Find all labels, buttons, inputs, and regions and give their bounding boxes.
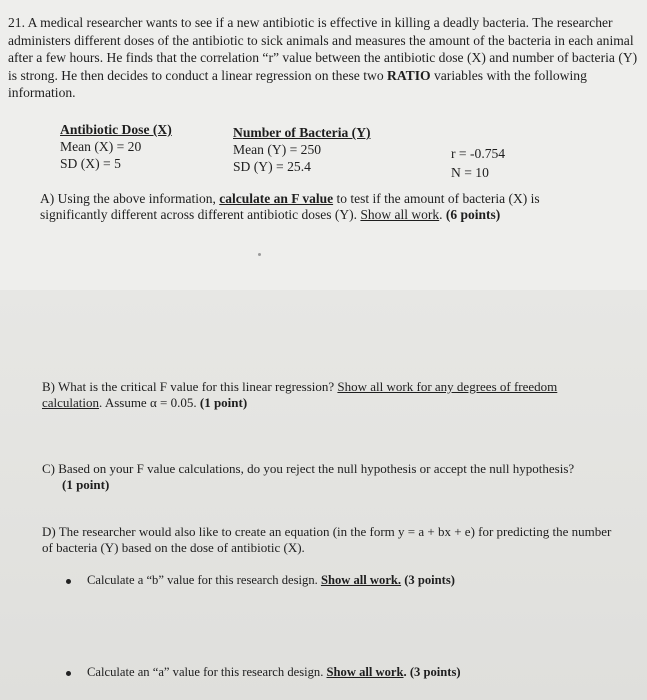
x-column bbox=[60, 121, 172, 172]
part-a-points: (6 points) bbox=[445, 207, 501, 222]
part-b bbox=[42, 379, 612, 411]
y-column bbox=[233, 124, 371, 175]
part-b-text-2: . Assume α = 0.05. bbox=[99, 395, 200, 410]
bullet-a-points: . (3 points) bbox=[403, 665, 461, 679]
bullet-a-value bbox=[66, 664, 461, 680]
bullet-dot-icon bbox=[66, 671, 71, 676]
part-a-show-work: Show all work bbox=[360, 207, 440, 222]
bullet-b-text: Calculate a “b” value for this research design. bbox=[87, 573, 321, 587]
paper-speck bbox=[258, 253, 261, 256]
part-a-text-2: to test if the amount of bacteria (X) is significantly different across different antibiotic doses (Y). bbox=[40, 191, 540, 222]
r-value: r = -0.754 bbox=[451, 146, 506, 161]
part-c-points: (1 point) bbox=[62, 477, 110, 492]
part-a-emph: calculate an F value bbox=[219, 191, 334, 206]
part-d-text: The researcher would also like to create an equation (in the form y = a + bx + e) for predicting the number of bacteria (Y) based on the dose of antibiotic (X). bbox=[42, 524, 612, 555]
x-header: Antibiotic Dose (X) bbox=[60, 122, 172, 137]
part-a bbox=[40, 191, 610, 223]
question-number: 21. bbox=[8, 15, 25, 30]
x-mean: Mean (X) = 20 bbox=[60, 139, 142, 154]
part-c-label: C) bbox=[42, 461, 55, 476]
y-mean: Mean (Y) = 250 bbox=[233, 142, 322, 157]
question-ratio: RATIO bbox=[387, 67, 431, 83]
part-b-label: B) bbox=[42, 379, 55, 394]
question-intro bbox=[8, 14, 647, 102]
y-sd: SD (Y) = 25.4 bbox=[233, 159, 311, 174]
bullet-b-points: (3 points) bbox=[401, 573, 455, 587]
part-d bbox=[42, 524, 612, 556]
part-a-label: A) bbox=[40, 191, 55, 206]
part-b-points: (1 point) bbox=[199, 395, 248, 410]
bullet-a-show-work: Show all work bbox=[326, 665, 404, 679]
part-c bbox=[42, 461, 622, 493]
part-d-label: D) bbox=[42, 524, 56, 539]
part-a-text-3: . bbox=[439, 207, 446, 222]
page-shadow bbox=[0, 290, 647, 700]
x-sd: SD (X) = 5 bbox=[60, 156, 121, 171]
stats-column bbox=[451, 145, 505, 181]
bullet-b-show-work: Show all work. bbox=[320, 573, 402, 587]
n-value: N = 10 bbox=[451, 165, 489, 180]
bullet-b-value bbox=[66, 572, 455, 588]
part-c-text: Based on your F value calculations, do you reject the null hypothesis or accept the null hypothesis? bbox=[58, 461, 575, 476]
part-b-text: What is the critical F value for this linear regression? bbox=[58, 379, 338, 394]
bullet-a-text: Calculate an “a” value for this research design. bbox=[87, 665, 327, 679]
bullet-dot-icon bbox=[66, 579, 71, 584]
question-text-1: A medical researcher wants to see if a new antibiotic is effective in killing a deadly bacteria. The researcher administers different doses of the antibiotic to sick animals and measures the amount of the bacteria in each animal after a few hours. He finds that the correlation “r” value between the antibiotic dose (X) and number of bacteria (Y) is strong. He then decides to conduct a linear regression on these two bbox=[8, 15, 638, 83]
part-b-show-work: Show all work for any degrees of freedom calculation bbox=[42, 379, 558, 410]
y-header: Number of Bacteria (Y) bbox=[233, 125, 371, 140]
question-text-2: variables with the following information. bbox=[8, 67, 587, 101]
part-a-text: Using the above information, bbox=[57, 191, 220, 206]
